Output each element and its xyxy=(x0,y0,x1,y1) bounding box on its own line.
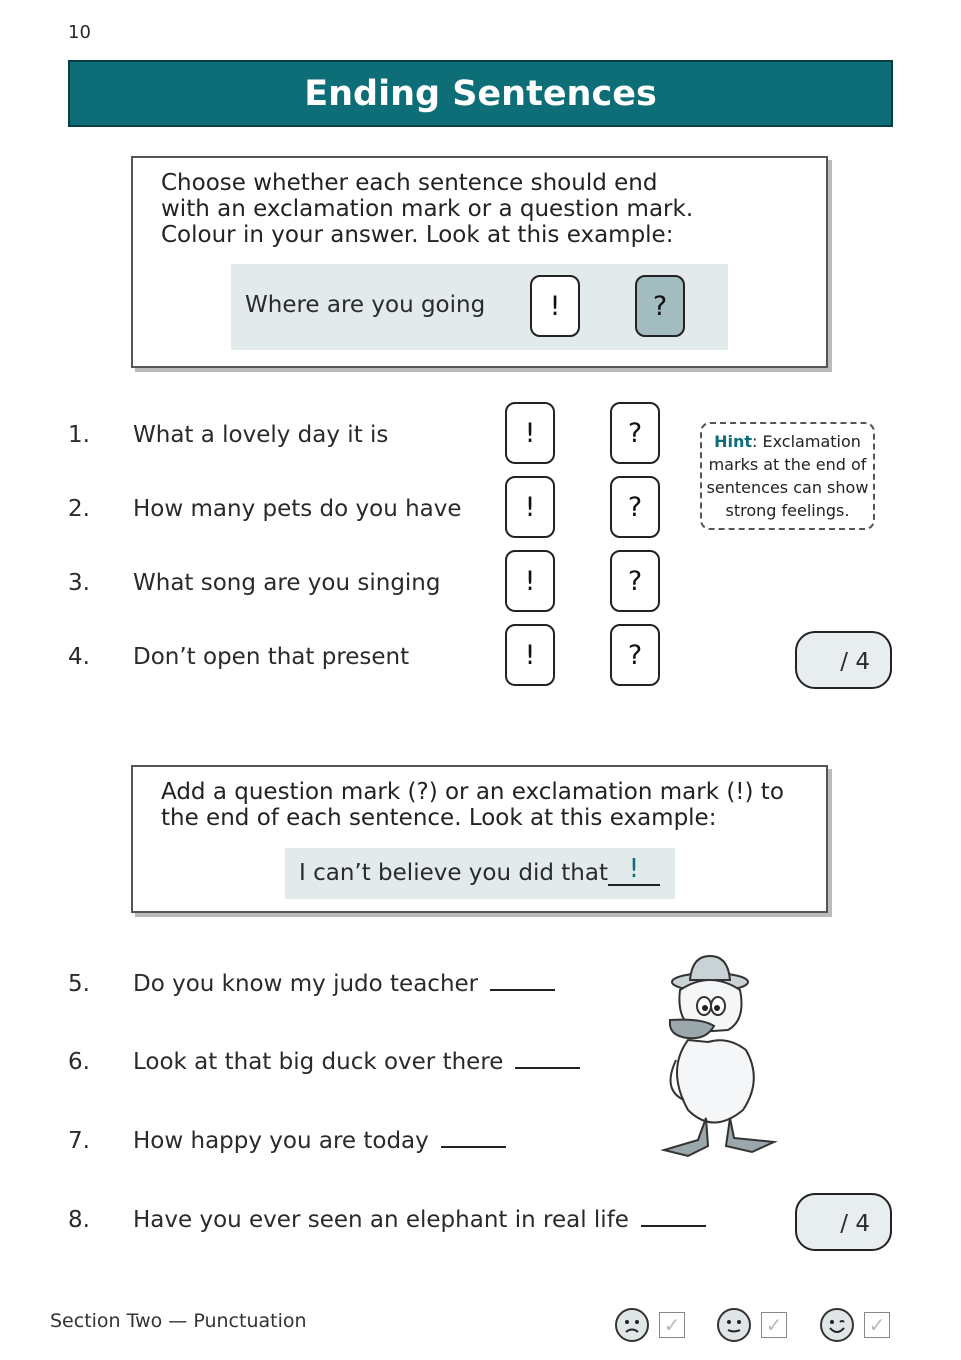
instruction-line: Choose whether each sentence should end xyxy=(161,170,658,196)
example-strip xyxy=(285,848,675,899)
neutral-face-icon xyxy=(717,1308,751,1342)
sad-face-icon xyxy=(615,1308,649,1342)
checkbox-neutral[interactable]: ✓ xyxy=(761,1312,787,1338)
question-box-3[interactable]: ? xyxy=(610,550,660,612)
question-number: 2. xyxy=(68,496,90,522)
exclamation-box-2[interactable]: ! xyxy=(505,476,555,538)
question-text: Look at that big duck over there xyxy=(133,1049,504,1075)
question-text: What song are you singing xyxy=(133,570,441,596)
score-box-1[interactable]: / 4 xyxy=(795,631,892,689)
happy-face-icon xyxy=(820,1308,854,1342)
hint-text: : Exclamation marks at the end of sentences can show strong feelings. xyxy=(706,432,869,520)
question-number: 7. xyxy=(68,1128,90,1154)
exclamation-box-1[interactable]: ! xyxy=(505,402,555,464)
example-sentence: Where are you going xyxy=(245,292,486,318)
answer-blank-5[interactable] xyxy=(490,971,555,991)
page-title: Ending Sentences xyxy=(304,73,657,114)
question-number: 4. xyxy=(68,644,90,670)
question-number: 8. xyxy=(68,1207,90,1233)
duck-illustration xyxy=(658,950,783,1165)
score-box-2[interactable]: / 4 xyxy=(795,1193,892,1251)
question-number: 3. xyxy=(68,570,90,596)
question-text: How happy you are today xyxy=(133,1128,429,1154)
example-exclamation-box: ! xyxy=(530,275,580,337)
instruction-box-1 xyxy=(131,156,828,368)
question-text: What a lovely day it is xyxy=(133,422,389,448)
example-strip xyxy=(231,264,728,350)
question-text: How many pets do you have xyxy=(133,496,462,522)
example-answer: ! xyxy=(628,854,640,884)
example-answer-blank xyxy=(608,854,660,886)
title-banner xyxy=(68,60,893,127)
question-text-row xyxy=(133,971,555,997)
exclamation-box-3[interactable]: ! xyxy=(505,550,555,612)
question-box-1[interactable]: ? xyxy=(610,402,660,464)
hint-label: Hint xyxy=(714,432,753,451)
checkbox-happy[interactable]: ✓ xyxy=(864,1312,890,1338)
question-text-row xyxy=(133,1207,706,1233)
answer-blank-7[interactable] xyxy=(441,1128,506,1148)
example-question-box-filled: ? xyxy=(635,275,685,337)
question-text-row xyxy=(133,1128,506,1154)
instruction-line: Colour in your answer. Look at this example: xyxy=(161,222,674,248)
question-text: Don’t open that present xyxy=(133,644,410,670)
question-box-2[interactable]: ? xyxy=(610,476,660,538)
page-number: 10 xyxy=(68,22,91,43)
instruction-line: Add a question mark (?) or an exclamation mark (!) to xyxy=(161,779,784,805)
question-text: Do you know my judo teacher xyxy=(133,971,479,997)
answer-blank-8[interactable] xyxy=(641,1207,706,1227)
instruction-line: the end of each sentence. Look at this example: xyxy=(161,805,717,831)
example-sentence: I can’t believe you did that xyxy=(299,860,608,886)
question-number: 6. xyxy=(68,1049,90,1075)
question-text: Have you ever seen an elephant in real life xyxy=(133,1207,629,1233)
question-number: 1. xyxy=(68,422,90,448)
section-footer: Section Two — Punctuation xyxy=(50,1310,307,1332)
instruction-line: with an exclamation mark or a question mark. xyxy=(161,196,694,222)
answer-blank-6[interactable] xyxy=(515,1049,580,1069)
instruction-box-2 xyxy=(131,765,828,913)
question-text-row xyxy=(133,1049,580,1075)
exclamation-box-4[interactable]: ! xyxy=(505,624,555,686)
question-box-4[interactable]: ? xyxy=(610,624,660,686)
hint-box xyxy=(700,422,875,530)
question-number: 5. xyxy=(68,971,90,997)
checkbox-sad[interactable]: ✓ xyxy=(659,1312,685,1338)
